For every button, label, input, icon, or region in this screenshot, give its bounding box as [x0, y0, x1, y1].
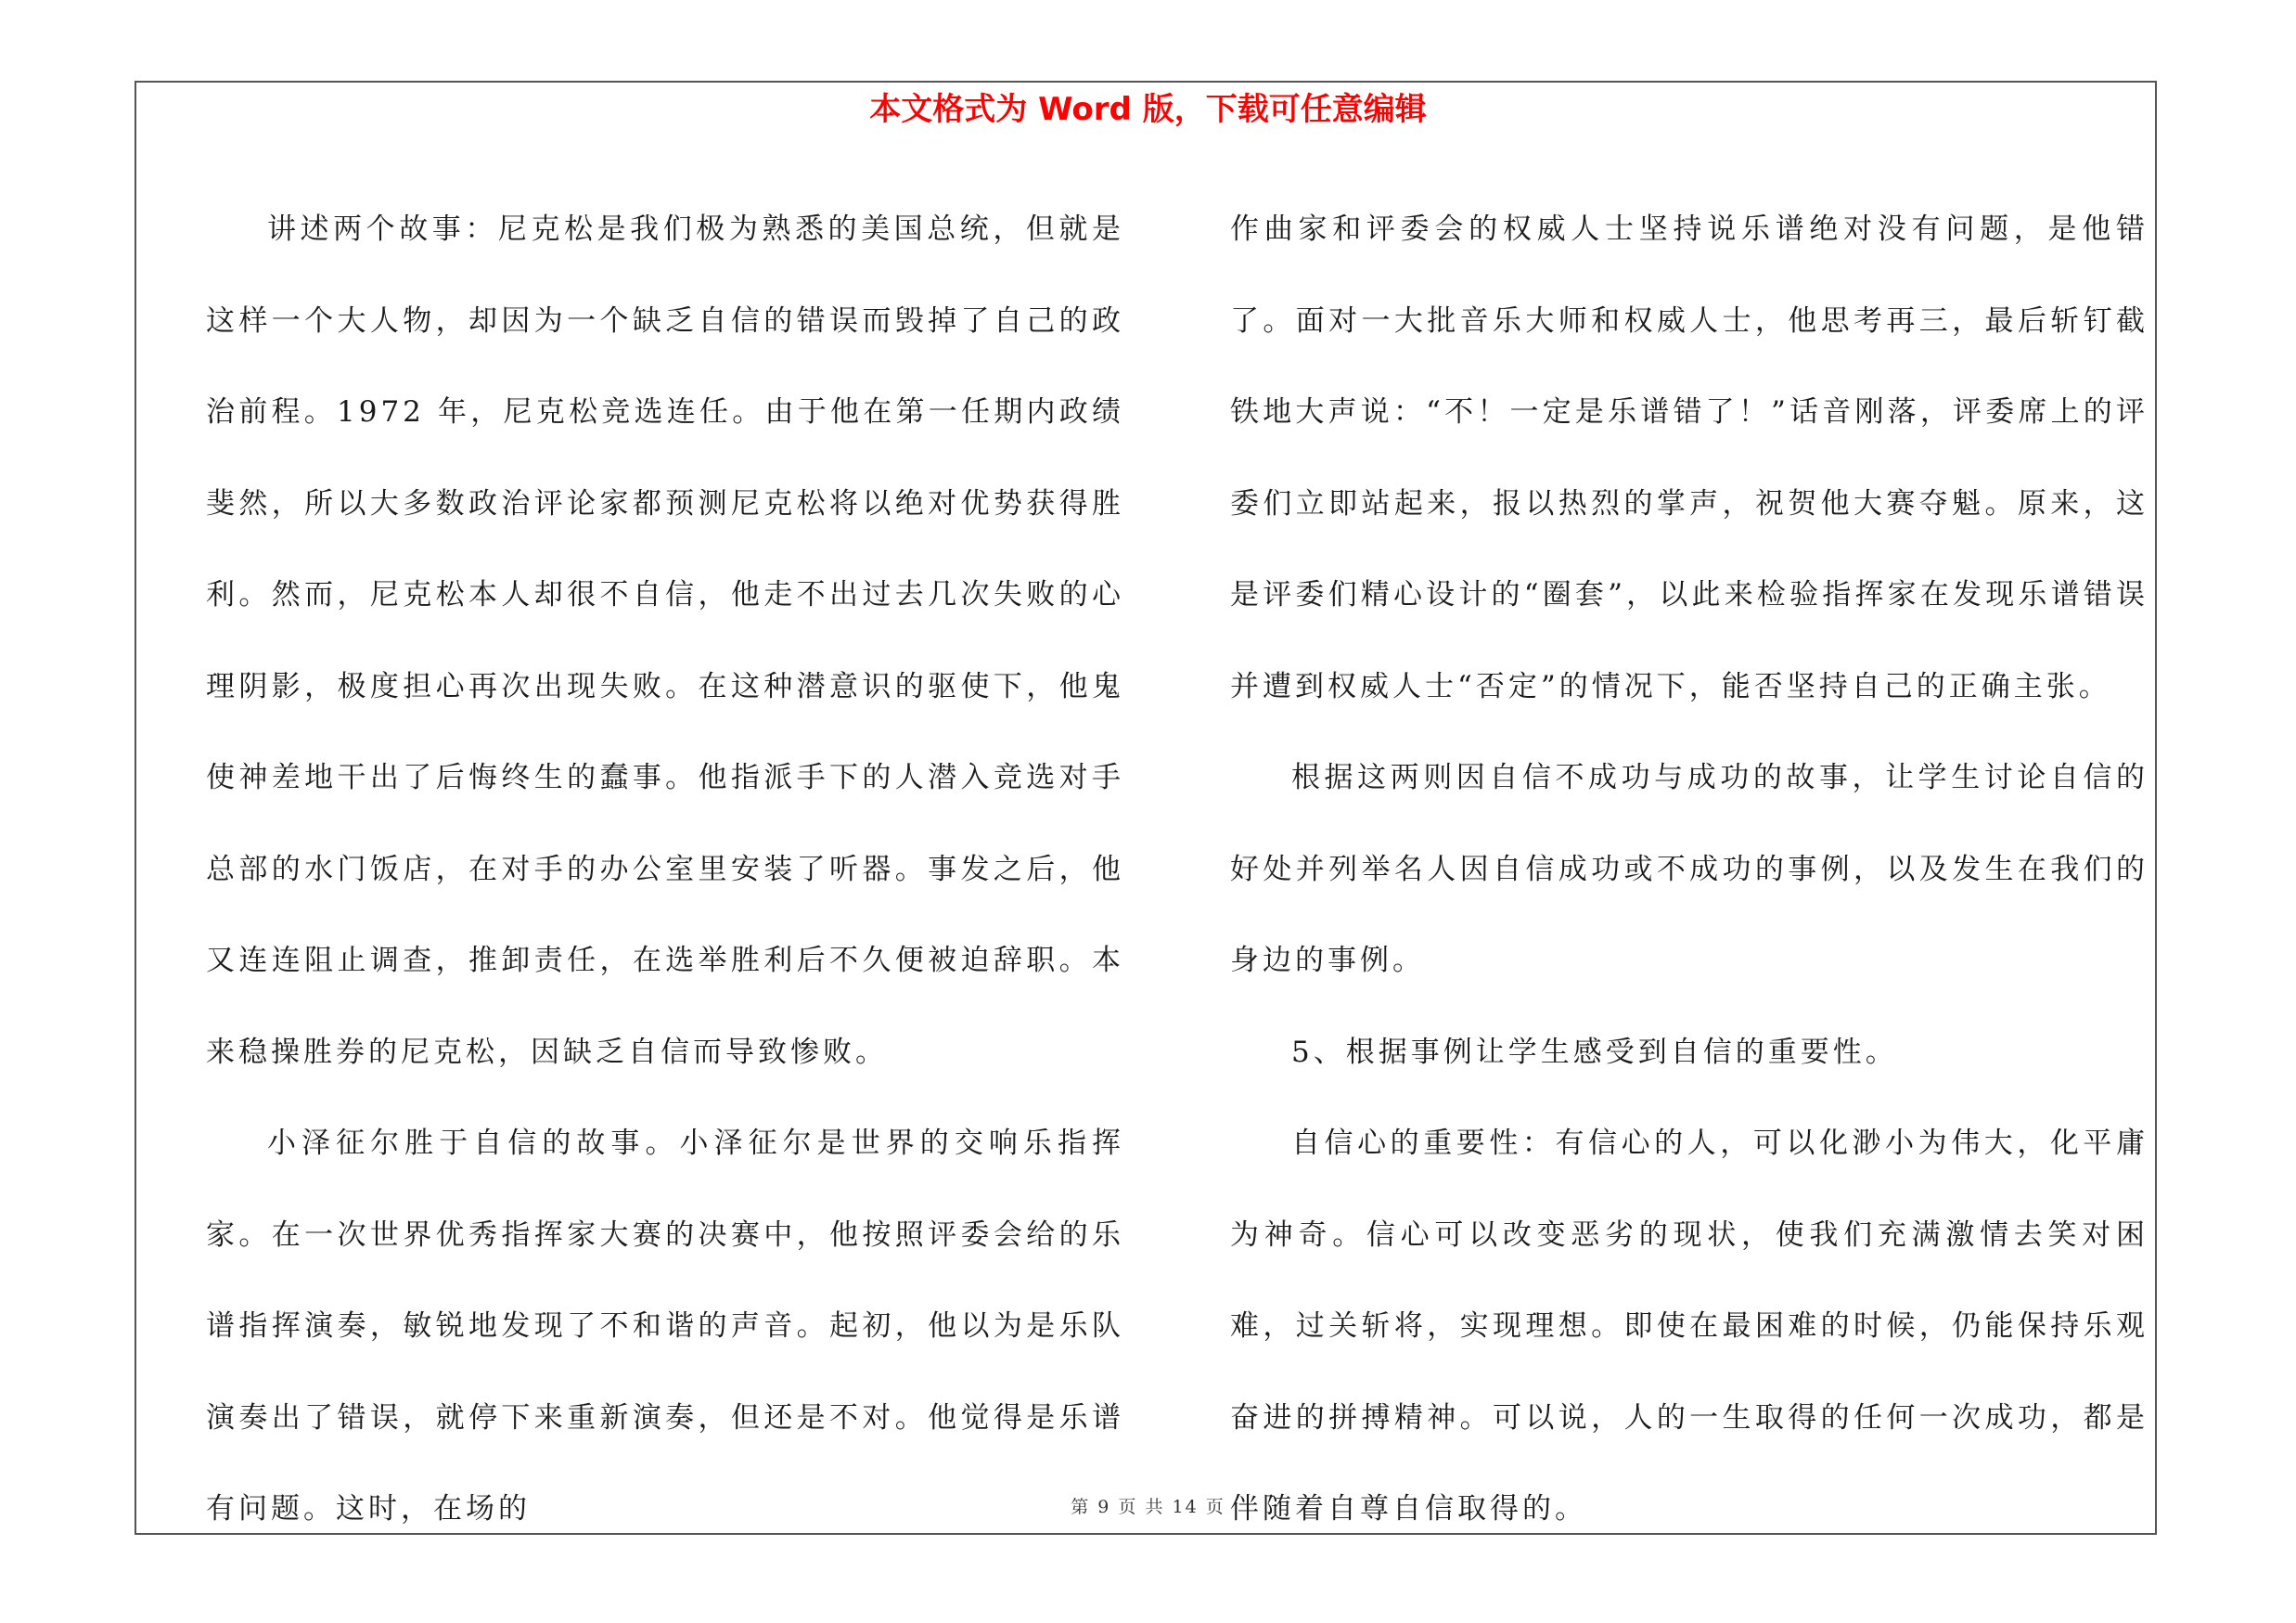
paragraph-confidence-importance: 自信心的重要性：有信心的人，可以化渺小为伟大，化平庸为神奇。信心可以改变恶劣的现状，使我们充满激情去笑对困难，过关斩将，实现理想。即使在最困难的时候，仍能保持乐观奋进的拼搏精神。可以说，人的一生取得的任何一次成功，都是伴随着自尊自信取得的。	[1230, 1127, 2148, 1526]
right-text-column	[1230, 184, 2148, 1555]
paragraph-step-5: 5、根据事例让学生感受到自信的重要性。	[1291, 1035, 1898, 1069]
paragraph-ozawa-story-continued: 作曲家和评委会的权威人士坚持说乐谱绝对没有问题，是他错了。面对一大批音乐大师和权威人士，他思考再三，最后斩钉截铁地大声说：“不！一定是乐谱错了！”话音刚落，评委席上的评委们立即站起来，报以热烈的掌声，祝贺他大赛夺魁。原来，这是评委们精心设计的“圈套”，以此来检验指挥家在发现乐谱错误并遭到权威人士“否定”的情况下，能否坚持自己的正确主张。	[1230, 213, 2148, 703]
paragraph-nixon-story: 讲述两个故事：尼克松是我们极为熟悉的美国总统，但就是这样一个大人物，却因为一个缺乏自信的错误而毁掉了自己的政治前程。1972 年，尼克松竞选连任。由于他在第一任期内政绩斐然，所以大多数政治评论家都预测尼克松将以绝对优势获得胜利。然而，尼克松本人却很不自信，他走不出过去几次失败的心理阴影，极度担心再次出现失败。在这种潜意识的驱使下，他鬼使神差地干出了后悔终生的蠢事。他指派手下的人潜入竞选对手总部的水门饭店，在对手的办公室里安装了听器。事发之后，他又连连阻止调查，推卸责任，在选举胜利后不久便被迫辞职。本来稳操胜券的尼克松，因缺乏自信而导致惨败。	[206, 213, 1124, 1069]
word-format-notice: 本文格式为 Word 版，下载可任意编辑	[869, 91, 1427, 128]
left-text-column	[206, 184, 1124, 1555]
page-number: 第 9 页 共 14 页	[1071, 1497, 1225, 1517]
paragraph-ozawa-story: 小泽征尔胜于自信的故事。小泽征尔是世界的交响乐指挥家。在一次世界优秀指挥家大赛的决赛中，他按照评委会给的乐谱指挥演奏，敏锐地发现了不和谐的声音。起初，他以为是乐队演奏出了错误，就停下来重新演奏，但还是不对。他觉得是乐谱有问题。这时，在场的	[206, 1127, 1124, 1526]
paragraph-discussion: 根据这两则因自信不成功与成功的故事，让学生讨论自信的好处并列举名人因自信成功或不成功的事例，以及发生在我们的身边的事例。	[1230, 761, 2148, 977]
